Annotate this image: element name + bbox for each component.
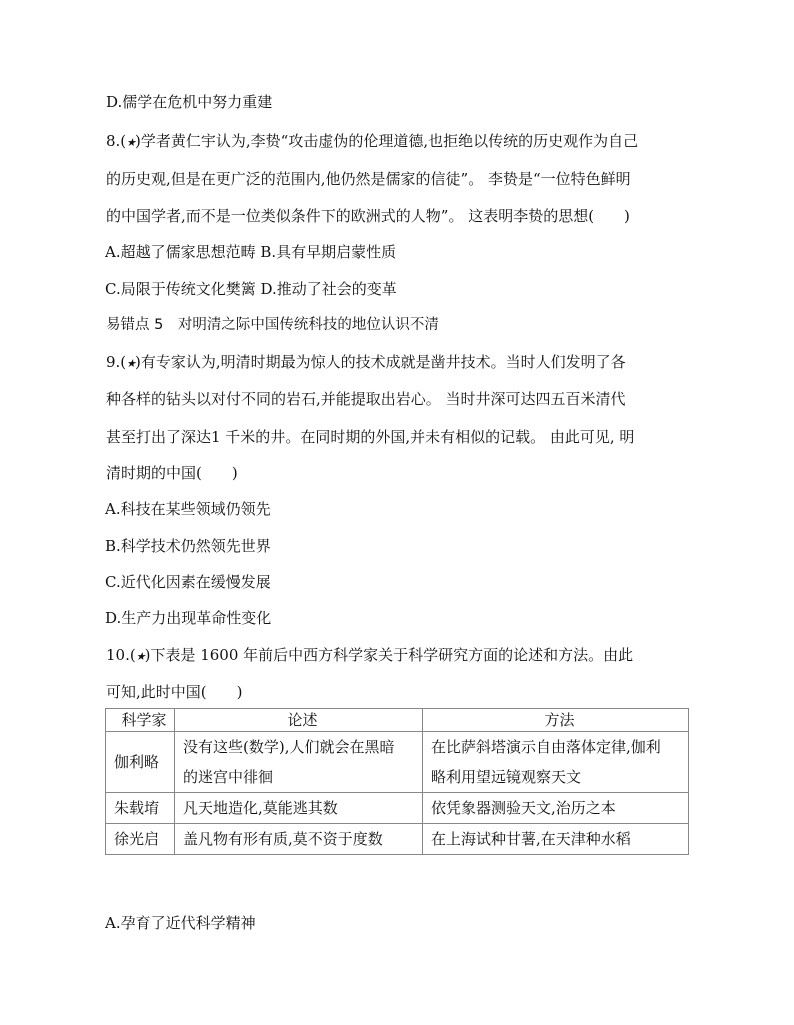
statement-line: 的迷宫中徘徊 — [183, 768, 274, 786]
header-scientist: 科学家 — [106, 709, 175, 732]
q9-option-c: C.近代化因素在缓慢发展 — [105, 573, 271, 591]
q9-prefix: 9.( — [106, 353, 127, 371]
section-heading: 易错点 5 对明清之际中国传统科技的地位认识不清 — [106, 317, 439, 333]
method-line: 略利用望远镜观察天文 — [431, 768, 582, 786]
q10-text: )下表是 1600 年前后中西方科学家关于科学研究方面的论述和方法。由此 — [144, 646, 634, 664]
q9-option-d: D.生产力出现革命性变化 — [105, 609, 272, 627]
question-9-line-2: 种各样的钻头以对付不同的岩石,并能提取出岩心。 当时井深可达四五百米清代 — [106, 390, 626, 408]
question-9-line-4: 清时期的中国( ) — [106, 464, 238, 482]
header-method: 方法 — [423, 709, 689, 732]
q10-prefix: 10.( — [106, 646, 136, 664]
scientist-name: 朱载堉 — [106, 793, 175, 824]
statement-cell: 凡天地造化,莫能逃其数 — [175, 793, 423, 824]
table-row — [106, 732, 689, 793]
method-line: 在比萨斜塔演示自由落体定律,伽利 — [431, 738, 661, 756]
statement-line: 没有这些(数学),人们就会在黑暗 — [183, 738, 395, 756]
question-10-line-1 — [106, 645, 633, 667]
question-8-line-3: 的中国学者,而不是一位类似条件下的欧洲式的人物”。 这表明李贽的思想( ) — [106, 207, 630, 225]
question-9-line-1 — [106, 352, 626, 374]
table-row — [106, 824, 689, 855]
difficulty-star-icon: ★ — [126, 136, 136, 149]
question-8-line-2: 的历史观,但是在更广泛的范围内,他仍然是儒家的信徒”。 李贽是“一位特色鲜明 — [106, 170, 631, 188]
scientist-name: 徐光启 — [106, 824, 175, 855]
difficulty-star-icon: ★ — [135, 650, 145, 663]
statement-cell — [175, 732, 423, 793]
difficulty-star-icon: ★ — [126, 357, 136, 370]
method-cell: 依凭象器测验天文,治历之本 — [423, 793, 689, 824]
q9-option-a: A.科技在某些领域仍领先 — [105, 500, 271, 518]
q8-prefix: 8.( — [106, 132, 127, 150]
question-9-line-3: 甚至打出了深达1 千米的井。在同时期的外国,并未有相似的记载。 由此可见, 明 — [106, 428, 635, 446]
header-statement: 论述 — [175, 709, 423, 732]
scientists-table — [105, 708, 689, 855]
method-cell — [423, 732, 689, 793]
method-cell: 在上海试种甘薯,在天津种水稻 — [423, 824, 689, 855]
q8-text: )学者黄仁宇认为,李贽“攻击虚伪的伦理道德,也拒绝以传统的历史观作为自己 — [135, 132, 639, 150]
question-8-line-1 — [106, 131, 638, 153]
q8-options-ab: A.超越了儒家思想范畴 B.具有早期启蒙性质 — [105, 243, 397, 261]
question-10-line-2: 可知,此时中国( ) — [106, 683, 243, 701]
table-header-row — [106, 709, 689, 732]
q9-option-b: B.科学技术仍然领先世界 — [105, 537, 271, 555]
scientist-name: 伽利略 — [106, 732, 175, 793]
q8-options-cd: C.局限于传统文化樊篱 D.推动了社会的变革 — [105, 280, 397, 298]
q9-text: )有专家认为,明清时期最为惊人的技术成就是凿井技术。当时人们发明了各 — [135, 353, 626, 371]
table-row — [106, 793, 689, 824]
option-d-q7: D.儒学在危机中努力重建 — [106, 93, 273, 111]
q10-option-a: A.孕育了近代科学精神 — [105, 914, 256, 932]
statement-cell: 盖凡物有形有质,莫不资于度数 — [175, 824, 423, 855]
